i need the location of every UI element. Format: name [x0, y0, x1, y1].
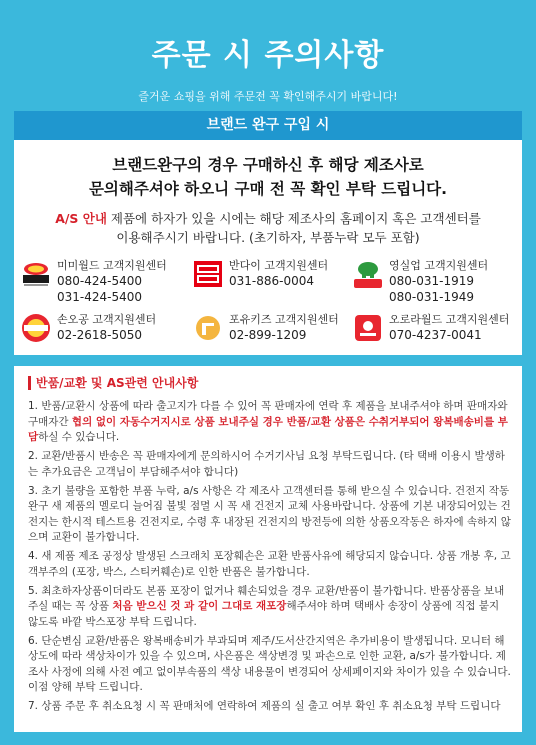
- notice-item-6: 6. 단순변심 교환/반품은 왕복배송비가 부과되며 제주/도서산간지역은 추가비용이 발생됩니다. 모니터 해상도에 따라 색상차이가 있을 수 있으며, 사은품은 색상변경 및 파손으로 인한 교환, a/s가 불가합니다. 제조사 사정에 의해 사전 예고 없이부속품의 색상 내용물이 변경되어 상세페이지와 차이가 있을 수 있습니다. 이점 양해 부탁 드립니다.: [28, 634, 511, 693]
- contact-phone: 02-2618-5050: [57, 328, 143, 342]
- foryoukids-logo: [192, 313, 224, 343]
- notice-item-2: 2. 교환/반품시 반송은 꼭 판매자에게 문의하시어 수거기사님 요청 부탁드립니다. (타 택배 이용시 발생하는 추가요금은 고객님이 부담해주셔야 합니다): [28, 450, 505, 478]
- contact-name: 포유키즈 고객지원센터: [229, 313, 339, 326]
- contact-phone: 080-031-1919: [389, 274, 475, 288]
- notice-item-5: [28, 584, 512, 631]
- notice-heading: 반품/교환 및 AS관련 안내사항: [28, 376, 512, 390]
- notice-text: 해주셔야 하며 택배사 송장이 상품에 직접 붙지 않도록 바깥 박스포장 부탁 드립니다.: [28, 600, 500, 628]
- contact-name: 손오공 고객지원센터: [57, 313, 157, 326]
- contact-phone: 031-886-0004: [229, 274, 315, 288]
- notice-warning: 처음 받으신 것 과 같이 그대로 재포장: [112, 600, 287, 612]
- contact-bandai: [192, 259, 352, 305]
- bandai-logo: [192, 259, 224, 289]
- as-highlight: A/S 안내: [55, 211, 107, 226]
- brand-lead-line2: 문의해주셔야 하오니 구매 전 꼭 확인 부탁 드립니다.: [88, 180, 448, 198]
- brand-section-heading: 브랜드 완구 구입 시: [14, 111, 522, 140]
- contact-phone: 080-031-1949: [389, 290, 475, 304]
- contact-sonokong: [20, 313, 192, 343]
- contact-name: 미미월드 고객지원센터: [57, 259, 167, 272]
- sonokong-logo: [20, 313, 52, 343]
- page-subtitle: 즐거운 쇼핑을 위해 주문전 꼭 확인해주시기 바랍니다!: [138, 90, 398, 103]
- notice-warning: 협의 없이 자동수거지시로 상품 보내주실 경우 반품/교환 상품은 수취거부되어 왕복배송비를 부담: [28, 415, 508, 443]
- brand-lead-line1: 브랜드완구의 경우 구매하신 후 해당 제조사로: [112, 156, 424, 174]
- notice-text: 5. 최초하자상품이더라도 본품 포장이 없거나 훼손되었을 경우 교환/반품이 불가합니다. 반품상품을 보내주실 때는 꼭 상품: [28, 584, 505, 612]
- contact-phone: 02-899-1209: [229, 328, 307, 342]
- notice-text: 하실 수 있습니다.: [38, 431, 120, 443]
- contact-name: 오로라월드 고객지원센터: [389, 313, 510, 326]
- contact-phone: 080-424-5400: [57, 274, 143, 288]
- as-text-line1: 제품에 하자가 있을 시에는 해당 제조사의 홈페이지 혹은 고객센터를: [106, 211, 481, 226]
- as-notice: [14, 209, 522, 247]
- notice-item-3: 3. 초기 불량을 포함한 부품 누락, a/s 사항은 각 제조사 고객센터를 통해 받으실 수 있습니다. 건전지 작동 완구 새 제품의 멜로디 늘어짐 불빛 점멸 시 꼭 새 건전지 교체 사용바랍니다. 상품에 기본 내장되어있는 건전지는 한시적 테스트용 건전지로, 수령 후 내장된 건전지의 방전등에 의한 상품오작동은 하자에 속하지 않으며 교환이 불가합니다.: [28, 484, 511, 543]
- brand-lead: [14, 153, 522, 201]
- contact-mimiworld: [20, 259, 192, 305]
- page-header: [0, 0, 536, 108]
- return-exchange-notice: [14, 366, 522, 732]
- notice-list: [28, 399, 512, 715]
- contact-youngtoys: [352, 259, 522, 305]
- notice-item-1: [28, 399, 512, 446]
- contact-foryoukids: [192, 313, 352, 343]
- mimiworld-logo: [20, 259, 52, 289]
- as-text-line2: 이용해주시기 바랍니다. (초기하자, 부품누락 모두 포함): [116, 230, 420, 245]
- page-title: 주문 시 주의사항: [151, 38, 385, 73]
- notice-item-4: 4. 새 제품 제조 공정상 발생된 스크래치 포장훼손은 교환 반품사유에 해당되지 않습니다. 상품 개봉 후, 고객부주의 (포장, 박스, 스티커훼손)로 인한 반품은 불가합니다.: [28, 550, 511, 578]
- youngtoys-logo: [352, 259, 384, 289]
- contact-name: 영실업 고객지원센터: [389, 259, 489, 272]
- contact-name: 반다이 고객지원센터: [229, 259, 329, 272]
- notice-item-7: 7. 상품 주문 후 취소요청 시 꼭 판매처에 연락하여 제품의 실 출고 여부 확인 후 취소요청 부탁 드립니다: [28, 700, 501, 712]
- notice-text: 1. 반품/교환시 상품에 따라 출고지가 다를 수 있어 꼭 판매자에 연락 후 제품을 보내주셔야 하며 판매자와 구매자간: [28, 400, 508, 428]
- support-contacts: [14, 247, 522, 343]
- contact-phone: 031-424-5400: [57, 290, 143, 304]
- brand-toy-card: [14, 111, 522, 355]
- aurora-logo: [352, 313, 384, 343]
- contact-phone: 070-4237-0041: [389, 328, 482, 342]
- contact-aurora: [352, 313, 522, 343]
